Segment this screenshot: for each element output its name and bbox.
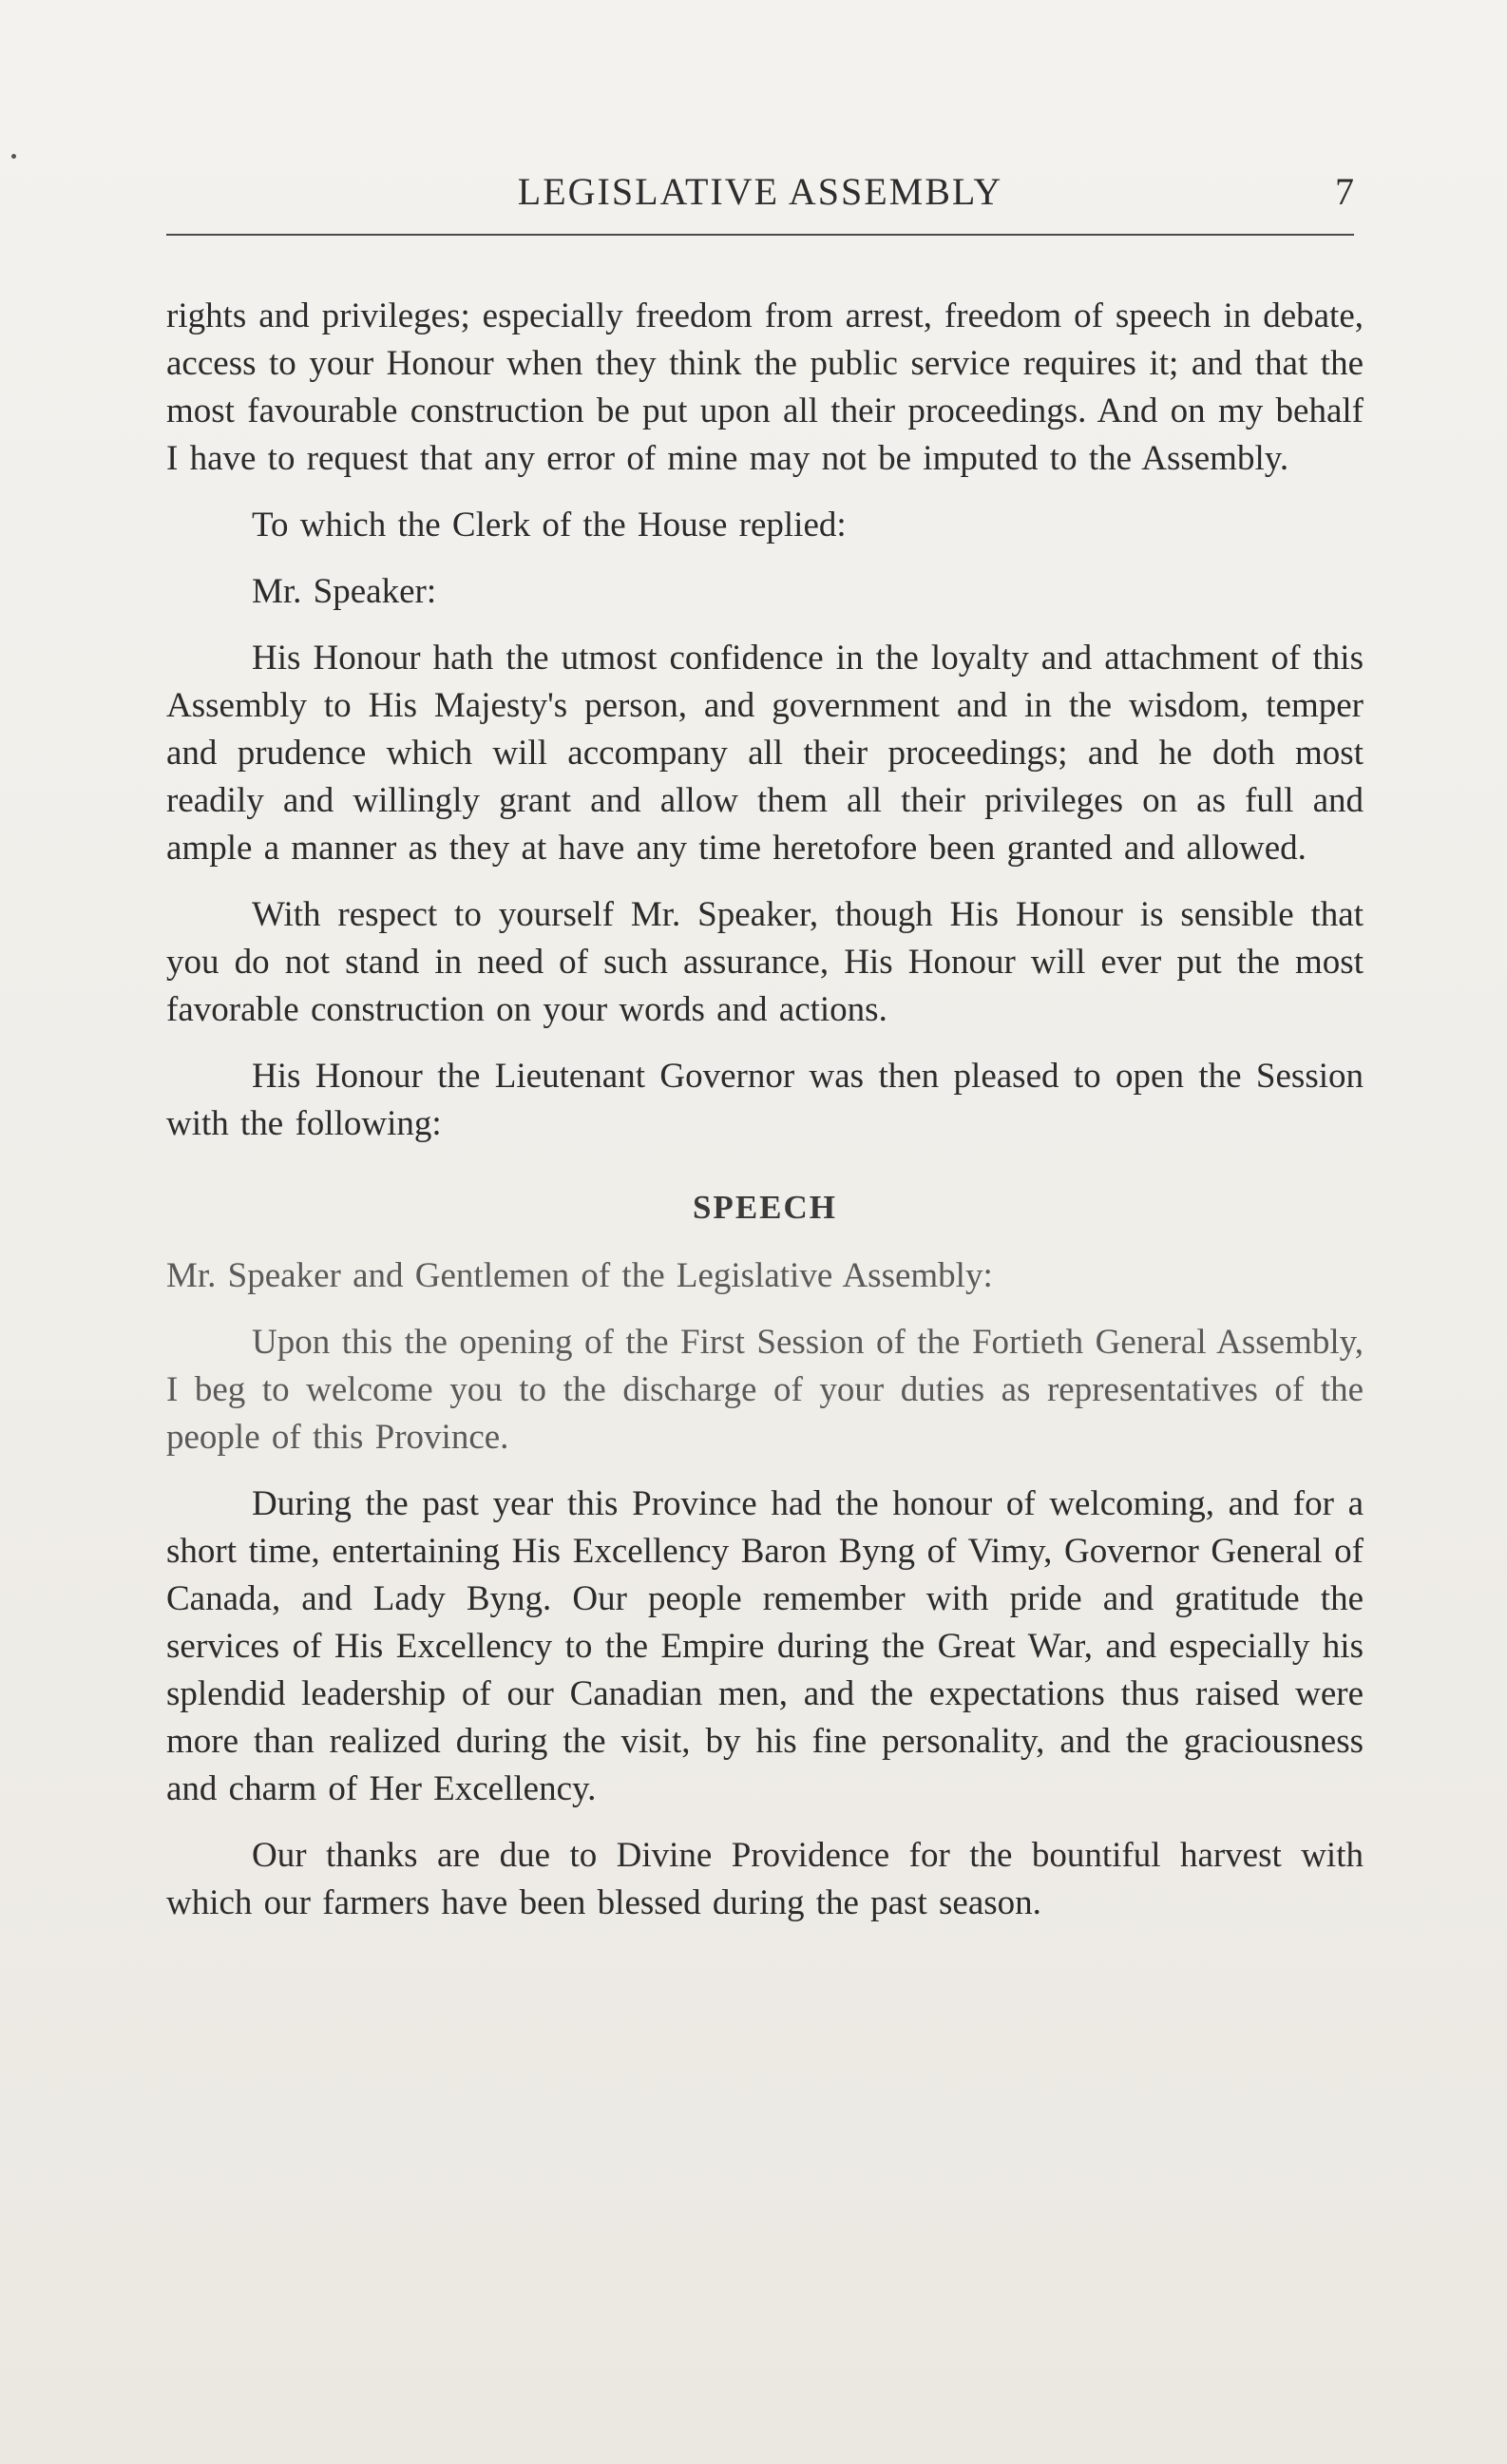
speech-heading: SPEECH — [692, 1189, 838, 1226]
paragraph-clerk-replied: To which the Clerk of the House replied: — [252, 506, 847, 544]
paragraph-mr-speaker: Mr. Speaker: — [252, 572, 437, 611]
paragraph-welcome: Upon this the opening of the First Session of the Fortieth General Assembly, I beg to welcome you to the discharge of your duties as representatives of the people of this Province. — [166, 1323, 1364, 1457]
paragraph-address: Mr. Speaker and Gentlemen of the Legislative Assembly: — [166, 1256, 993, 1295]
paragraph-open-session: His Honour the Lieutenant Governor was then pleased to open the Session with the following: — [166, 1057, 1364, 1143]
body-text — [166, 293, 1364, 1946]
paragraph-harvest: Our thanks are due to Divine Providence for the bountiful harvest with which our farmers have been blessed during the past season. — [166, 1836, 1364, 1922]
page-number: 7 — [1335, 170, 1354, 213]
paragraph-privileges: rights and privileges; especially freedom from arrest, freedom of speech in debate, access to your Honour when they think the public service requires it; and that the most favourable construction be put upon all their proceedings. And on my behalf I have to request that any error of mine may not be imputed to the Assembly. — [166, 296, 1364, 478]
header-title: LEGISLATIVE ASSEMBLY — [517, 170, 1003, 213]
paragraph-honour-confidence: His Honour hath the utmost confidence in the loyalty and attachment of this Assembly to His Majesty's person, and government and in the wisdom, temper and prudence which will accompany all their proceedings; and he doth most readily and willingly grant and allow them all their privileges on as full and ample a manner as they at have any time heretofore been granted and allowed. — [166, 639, 1364, 868]
header-rule — [166, 234, 1354, 236]
running-header — [166, 169, 1354, 217]
scan-speck — [11, 154, 16, 159]
paragraph-byng-visit: During the past year this Province had the honour of welcoming, and for a short time, entertaining His Excellency Baron Byng of Vimy, Governor General of Canada, and Lady Byng. Our people remember with pride and gratitude the services of His Excellency to the Empire during the Great War, and especially his splendid leadership of our Canadian men, and the expectations thus raised were more than realized during the visit, by his fine personality, and the graciousness and charm of Her Excellency. — [166, 1484, 1364, 1808]
paragraph-respect-speaker: With respect to yourself Mr. Speaker, though His Honour is sensible that you do not stand in need of such assurance, His Honour will ever put the most favorable construction on your words and actions. — [166, 895, 1364, 1029]
